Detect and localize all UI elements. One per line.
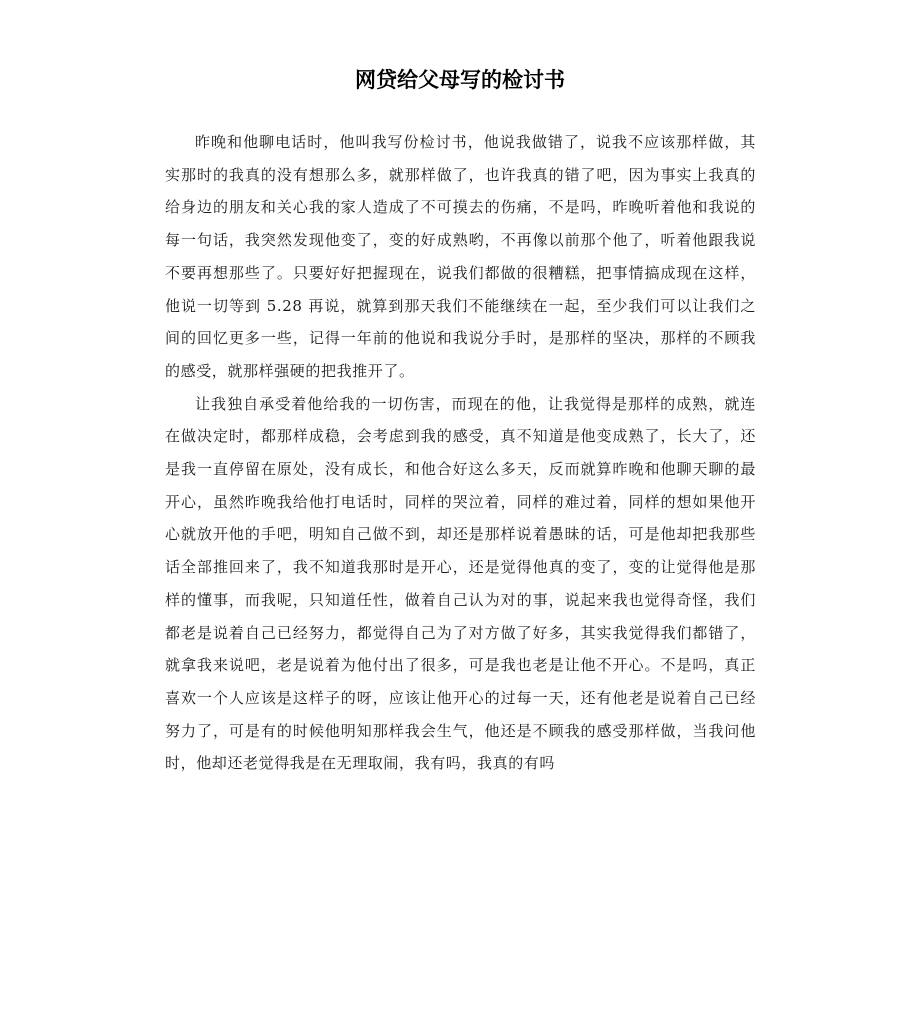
document-title: 网贷给父母写的检讨书 [355, 68, 565, 92]
paragraph-1: 昨晚和他聊电话时，他叫我写份检讨书，他说我做错了，说我不应该那样做，其实那时的我真的没有想那么多，就那样做了，也许我真的错了吧，因为事实上我真的给身边的朋友和关心我的家人造成了不可摸去的伤痛，不是吗，昨晚听着他和我说的每一句话，我突然发现他变了，变的好成熟哟，不再像以前那个他了，听着他跟我说不要再想那些了。只要好好把握现在，说我们都做的很糟糕，把事情搞成现在这样，他说一切等到 5.28 再说，就算到那天我们不能继续在一起，至少我们可以让我们之间的回忆更多一些，记得一年前的他说和我说分手时，是那样的坚决，那样的不顾我的感受，就那样强硬的把我推开了。 [165, 133, 756, 380]
document-body [165, 126, 756, 780]
paragraph-2: 让我独自承受着他给我的一切伤害，而现在的他，让我觉得是那样的成熟，就连在做决定时，都那样成稳，会考虑到我的感受，真不知道是他变成熟了，长大了，还是我一直停留在原处，没有成长，和他合好这么多天，反而就算昨晚和他聊天聊的最开心，虽然昨晚我给他打电话时，同样的哭泣着，同样的难过着，同样的想如果他开心就放开他的手吧，明知自己做不到，却还是那样说着愚昧的话，可是他却把我那些话全部推回来了，我不知道我那时是开心，还是觉得他真的变了，变的让觉得他是那样的懂事，而我呢，只知道任性，做着自己认为对的事，说起来我也觉得奇怪，我们都老是说着自己已经努力，都觉得自己为了对方做了好多，其实我觉得我们都错了，就拿我来说吧，老是说着为他付出了很多，可是我也老是让他不开心。不是吗，真正喜欢一个人应该是这样子的呀，应该让他开心的过每一天，还有他老是说着自己已经努力了，可是有的时候他明知那样我会生气，他还是不顾我的感受那样做，当我问他时，他却还老觉得我是在无理取闹，我有吗，我真的有吗 [165, 394, 756, 773]
